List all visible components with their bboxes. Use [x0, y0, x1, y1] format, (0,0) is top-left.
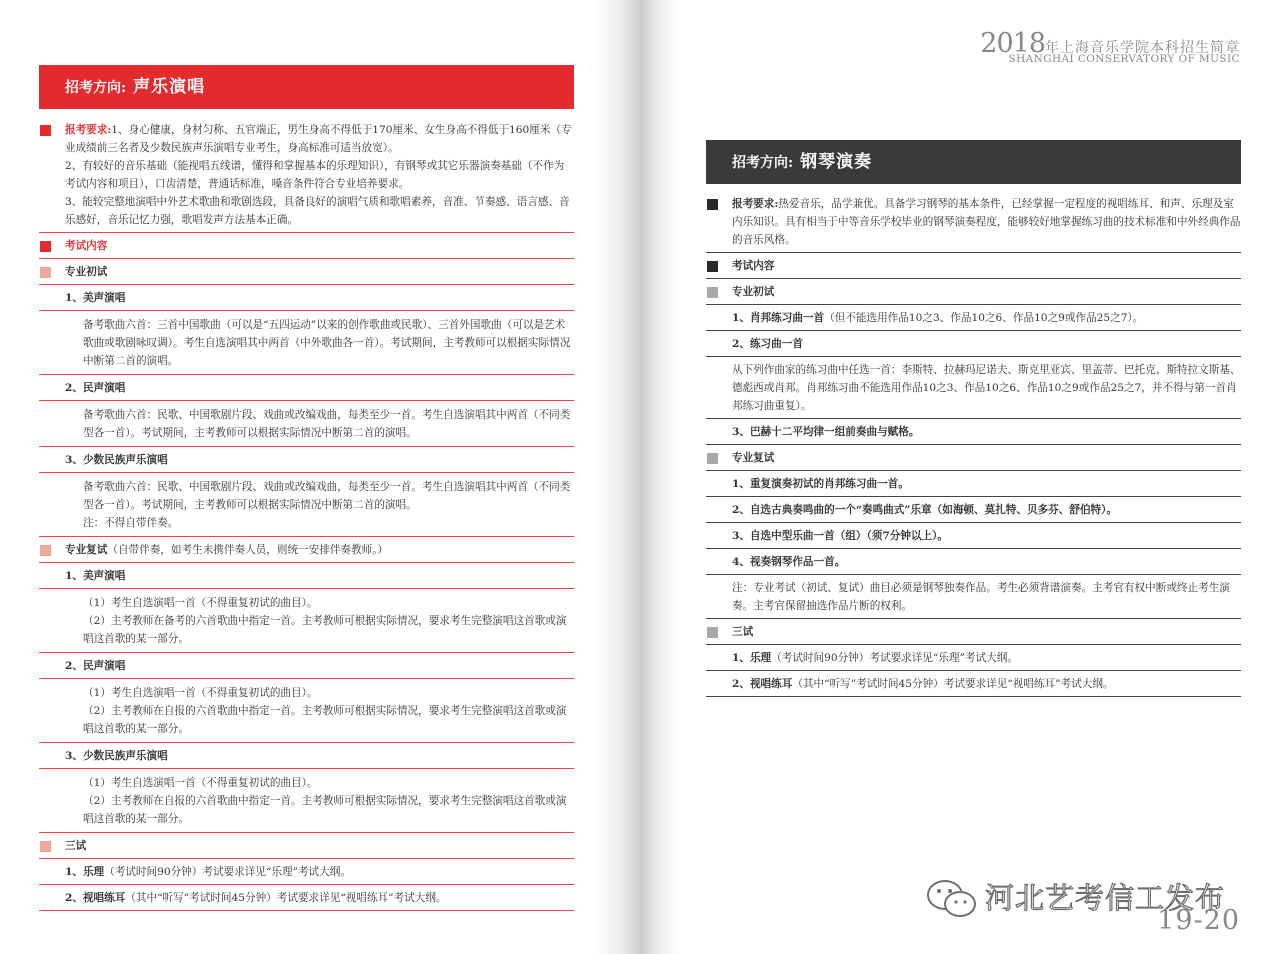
- round3-heading: 三试: [706, 619, 1241, 645]
- piano-note: 注：专业考试（初试、复试）曲目必须是钢琴独奏作品。考生必须背谱演奏。主考官有权中断或终止考生演奏。主考官保留抽选作品片断的权利。: [706, 575, 1241, 619]
- r3-theory: 1、乐理（考试时间90分钟）考试要求详见“乐理”考试大纲。: [39, 859, 574, 885]
- req-3: 3、能较完整地演唱中外艺术歌曲和歌剧选段，具备良好的演唱气质和歌唱素养，音准、节奏感、语言感、音乐感好，音乐记忆力强，歌唱发声方法基本正确。: [65, 196, 570, 226]
- r1-folk: 2、民声演唱: [39, 375, 574, 401]
- round2-note: （自带伴奏，如考生未携伴奏人员，则统一安排伴奏教师。）: [107, 544, 389, 556]
- r1-ethnic-note: 注：不得自带伴奏。: [83, 517, 179, 529]
- requirements: [39, 117, 574, 233]
- vocal-column: [39, 117, 574, 911]
- header-title-en: SHANGHAI CONSERVATORY OF MUSIC: [1008, 53, 1240, 65]
- r2-ethnic-text: （1）考生自选演唱一首（不得重复初试的曲目）。 （2）主考教师在自报的六首歌曲中指定一首。主考教师可根据实际情况，要求考生完整演唱这首歌或演唱这首歌的某一部分。: [39, 769, 574, 833]
- r3-solfege: 2、视唱练耳（其中“听写”考试时间45分钟）考试要求详见“视唱练耳”考试大纲。: [39, 885, 574, 911]
- r1-bach: 3、巴赫十二平均律一组前奏曲与赋格。: [706, 419, 1241, 445]
- round1-heading: 专业初试: [39, 259, 574, 285]
- brochure-header: [980, 28, 1240, 65]
- req-label: 报考要求:: [65, 124, 112, 136]
- round1-heading: 专业初试: [706, 279, 1241, 305]
- exam-content-heading: 考试内容: [706, 253, 1241, 279]
- r3-solfege: 2、视唱练耳（其中“听写”考试时间45分钟）考试要求详见“视唱练耳”考试大纲。: [706, 671, 1241, 697]
- square-bullet-icon: [707, 199, 718, 210]
- square-bullet-icon: [40, 545, 51, 556]
- vocal-banner: [39, 65, 574, 109]
- round3-heading: 三试: [39, 833, 574, 859]
- round2-heading: 专业复试: [706, 445, 1241, 471]
- header-title-cn: 年上海音乐学院本科招生简章: [1045, 40, 1240, 56]
- r3-theory: 1、乐理（考试时间90分钟）考试要求详见“乐理”考试大纲。: [706, 645, 1241, 671]
- r1-chopin: 1、肖邦练习曲一首（但不能选用作品10之3、作品10之6、作品10之9或作品25之7）。: [706, 305, 1241, 331]
- req-label: 报考要求:: [732, 198, 779, 210]
- r1-folk-text: 备考歌曲六首：民歌、中国歌剧片段、戏曲或改编戏曲，每类至少一首。考生自选演唱其中两首（不同类型各一首）。考试期间，主考教师可以根据实际情况中断第二首的演唱。: [39, 401, 574, 447]
- r1-ethnic-text: 备考歌曲六首：民歌、中国歌剧片段、戏曲或改编戏曲，每类至少一首。考生自选演唱其中两首（不同类型各一首）。考试期间，主考教师可以根据实际情况中断第二首的演唱。 注：不得自带伴奏。: [39, 473, 574, 537]
- r2-folk-text: （1）考生自选演唱一首（不得重复初试的曲目）。 （2）主考教师在自报的六首歌曲中指定一首。主考教师可根据实际情况，要求考生完整演唱这首歌或演唱这首歌的某一部分。: [39, 679, 574, 743]
- banner-title: 钢琴演奏: [800, 152, 873, 172]
- r2-ethnic: 3、少数民族声乐演唱: [39, 743, 574, 769]
- square-bullet-icon: [40, 267, 51, 278]
- header-year: 2018: [980, 28, 1045, 59]
- r1-etude-text: 从下列作曲家的练习曲中任选一首：李斯特、拉赫玛尼诺夫、斯克里亚宾、里盖蒂、巴托克、斯特拉文斯基、德彪西或肖邦。肖邦练习曲不能选用作品10之3、作品10之6、作品10之9或作品25之7，并不得与第一首肖邦练习曲重复）。: [706, 357, 1241, 419]
- square-bullet-icon: [40, 241, 51, 252]
- req-text: 1、身心健康，身材匀称、五官端正，男生身高不得低于170厘米、女生身高不得低于160厘米（专业成绩前三名者及少数民族声乐演唱专业考生，身高标准可适当放宽）。: [65, 124, 572, 154]
- square-bullet-icon: [707, 627, 718, 638]
- r2-bel-canto: 1、美声演唱: [39, 563, 574, 589]
- r2-item-2: 2、自选古典奏鸣曲的一个“奏鸣曲式”乐章（如海顿、莫扎特、贝多芬、舒伯特）。: [706, 497, 1241, 523]
- exam-content-heading: 考试内容: [39, 233, 574, 259]
- page-number: 19-20: [1157, 905, 1240, 936]
- r1-bel-canto-text: 备考歌曲六首：三首中国歌曲（可以是“五四运动”以来的创作歌曲或民歌）、三首外国歌曲（可以是艺术歌曲或歌剧咏叹调）。考生自选演唱其中两首（中外歌曲各一首）。考试期间，主考教师可以根据实际情况中断第二首的演唱。: [39, 311, 574, 375]
- square-bullet-icon: [40, 125, 51, 136]
- r1-ethnic: 3、少数民族声乐演唱: [39, 447, 574, 473]
- r2-item-3: 3、自选中型乐曲一首（组）（须7分钟以上）。: [706, 523, 1241, 549]
- piano-column: [706, 191, 1241, 697]
- req-text: 热爱音乐，品学兼优。具备学习钢琴的基本条件，已经掌握一定程度的视唱练耳、和声、乐理及室内乐知识。具有相当于中等音乐学校毕业的钢琴演奏程度，能够较好地掌握练习曲的技术标准和中外经典作品的音乐风格。: [732, 198, 1241, 246]
- round2-heading: 专业复试（自带伴奏，如考生未携伴奏人员，则统一安排伴奏教师。）: [39, 537, 574, 563]
- square-bullet-icon: [707, 261, 718, 272]
- wechat-icon: [925, 878, 979, 920]
- r2-folk: 2、民声演唱: [39, 653, 574, 679]
- watermark-text: 河北艺考信工发布: [985, 881, 1226, 915]
- r1-bel-canto: 1、美声演唱: [39, 285, 574, 311]
- square-bullet-icon: [40, 841, 51, 852]
- banner-title: 声乐演唱: [133, 77, 206, 97]
- r1-etude: 2、练习曲一首: [706, 331, 1241, 357]
- square-bullet-icon: [707, 287, 718, 298]
- r2-item-1: 1、重复演奏初试的肖邦练习曲一首。: [706, 471, 1241, 497]
- banner-label: 招考方向:: [732, 155, 794, 171]
- r2-bel-canto-text: （1）考生自选演唱一首（不得重复初试的曲目）。 （2）主考教师在备考的六首歌曲中指定一首。主考教师可根据实际情况，要求考生完整演唱这首歌或演唱这首歌的某一部分。: [39, 589, 574, 653]
- square-bullet-icon: [707, 453, 718, 464]
- piano-banner: [706, 140, 1241, 184]
- banner-label: 招考方向:: [65, 80, 127, 96]
- requirements: [706, 191, 1241, 253]
- r2-item-4: 4、视奏钢琴作品一首。: [706, 549, 1241, 575]
- req-2: 2、有较好的音乐基础（能视唱五线谱，懂得和掌握基本的乐理知识），有钢琴或其它乐器演奏基础（不作为考试内容和项目），口齿清楚，普通话标准，嗓音条件符合专业培养要求。: [65, 160, 565, 190]
